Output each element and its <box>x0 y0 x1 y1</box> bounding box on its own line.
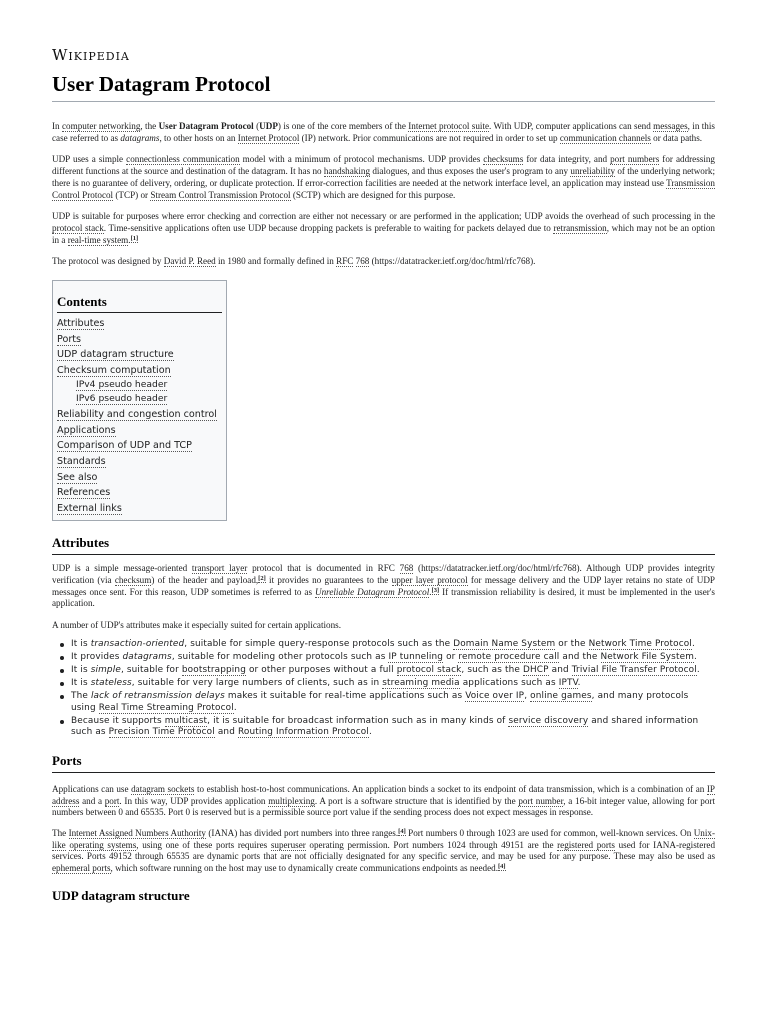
link-internet-protocol[interactable]: Internet Protocol <box>237 132 300 143</box>
section-udp-datagram-structure <box>52 888 715 907</box>
link-computer-networking[interactable]: computer networking <box>61 121 141 131</box>
link-voip[interactable]: Voice over IP <box>465 691 525 702</box>
link-rfc[interactable]: RFC <box>336 256 354 267</box>
toc-title: Contents <box>57 289 222 313</box>
table-of-contents <box>52 280 227 521</box>
list-item: The lack of retransmission delays makes it suitable for real-time applications such as Voice over IP, online games, and many protocols using Real Time Streaming Protocol. <box>52 691 715 714</box>
list-item: It is stateless, suitable for very large numbers of clients, such as in streaming media applications such as IPTV. <box>52 678 715 690</box>
link-ip-address[interactable]: IP address <box>52 783 716 806</box>
link-protocol-stack[interactable]: protocol stack <box>52 222 104 233</box>
toc-item-references[interactable]: References <box>57 487 111 499</box>
toc-item-comparison[interactable]: Comparison of UDP and TCP <box>57 440 192 452</box>
heading-udp-datagram-structure: UDP datagram structure <box>52 887 190 903</box>
lede-paragraph-3: UDP is suitable for purposes where error checking and correction are either not necessary or are performed in the application; UDP avoids the overhead of such processing in the protocol stack. Time-sensitive applications often use UDP because dropping packets is preferable to waiting for packets delayed due to retransmission, which may not be an option in a real-time system.[1] <box>52 211 715 245</box>
link-bootstrapping[interactable]: bootstrapping <box>181 665 246 676</box>
link-david-p-reed[interactable]: David P. Reed <box>163 256 216 267</box>
heading-ports: Ports <box>52 753 715 773</box>
reference-2[interactable]: [2] <box>258 575 266 583</box>
link-transport-layer[interactable]: transport layer <box>191 563 248 574</box>
lede-paragraph-4: The protocol was designed by David P. Reed in 1980 and formally defined in RFC 768 (https://datatracker.ietf.org/doc/html/rfc768). <box>52 256 536 267</box>
link-checksum[interactable]: checksum <box>114 575 152 586</box>
link-dhcp[interactable]: DHCP <box>523 665 549 676</box>
toc-item-applications[interactable]: Applications <box>57 424 116 436</box>
reference-1[interactable]: [1] <box>130 234 139 242</box>
link-tcp[interactable]: Transmission Control Protocol <box>52 177 715 200</box>
link-datagram-sockets[interactable]: datagram sockets <box>131 783 195 794</box>
link-unix-like[interactable]: Unix-like <box>52 827 716 850</box>
link-real-time-system[interactable]: real-time system <box>67 234 129 245</box>
article <box>52 46 715 907</box>
link-registered-ports[interactable]: registered ports <box>557 839 615 850</box>
reference-3[interactable]: [3] <box>431 586 440 594</box>
wordmark-text: Wikipedia <box>52 46 130 64</box>
ports-paragraph-2: The Internet Assigned Numbers Authority (IANA) has divided port numbers into three ranges.[4] Port numbers 0 through 1023 are used for common, well-known services. On Unix-like operating systems, using one of these ports requires superuser operating permission. Port numbers 1024 through 49151 are the registered ports used for IANA-registered services. Ports 49152 through 65535 are dynamic ports that are not officially designated for any specific service, and may be used for any purpose. These may also be used as ephemeral ports, which software running on the host may use to dynamically create communications endpoints as needed.[4] <box>52 827 716 874</box>
toc-item-udp-datagram-structure[interactable]: UDP datagram structure <box>57 349 174 361</box>
link-sctp[interactable]: Stream Control Transmission Protocol <box>150 189 291 200</box>
toc-item-reliability[interactable]: Reliability and congestion control <box>57 409 217 421</box>
toc-item-checksum-computation[interactable]: Checksum computation <box>57 364 171 376</box>
link-upper-layer-protocol[interactable]: upper layer protocol <box>391 575 468 586</box>
link-iptv[interactable]: IPTV <box>558 678 578 689</box>
link-ntp[interactable]: Network Time Protocol <box>588 638 692 649</box>
list-item: It is simple, suitable for bootstrapping or other purposes without a full protocol stack, such as the DHCP and Trivial File Transfer Protocol. <box>52 665 715 677</box>
lede-paragraph-2: UDP uses a simple connectionless communication model with a minimum of protocol mechanisms. UDP provides checksums for data integrity, and port numbers for addressing different functions at the source and destination of the datagram. It has no handshaking dialogues, and thus exposes the user's program to any unreliability of the underlying network; there is no guarantee of delivery, ordering, or duplicate protection. If error-correction facilities are needed at the network interface level, an application may instead use Transmission Control Protocol (TCP) or Stream Control Transmission Protocol (SCTP) which are designed for this purpose. <box>52 154 716 200</box>
heading-attributes: Attributes <box>52 535 715 555</box>
link-multiplexing[interactable]: multiplexing <box>268 795 315 806</box>
link-nfs[interactable]: Network File System <box>600 651 694 662</box>
link-rfc-768[interactable]: 768 <box>355 256 370 267</box>
link-communication-channels[interactable]: communication channels <box>559 132 651 143</box>
toc-item-ipv6-pseudo-header[interactable]: IPv6 pseudo header <box>76 392 168 404</box>
link-port-number[interactable]: port number <box>518 795 564 806</box>
link-iana[interactable]: Internet Assigned Numbers Authority <box>68 827 206 838</box>
link-operating-systems[interactable]: operating systems <box>69 839 137 850</box>
toc-item-attributes[interactable]: Attributes <box>57 318 105 330</box>
link-tftp[interactable]: Trivial File Transfer Protocol <box>571 665 697 676</box>
attributes-paragraph-1: UDP is a simple message-oriented transport layer protocol that is documented in RFC 768 (https://datatracker.ietf.org/doc/html/rfc768). Although UDP provides integrity verification (via checksum) of the header and payload,[2] it provides no guarantees to the upper layer protocol for message delivery and the UDP layer retains no state of UDP messages once sent. For this reason, UDP sometimes is referred to as Unreliable Datagram Protocol.[3] If transmission reliability is desired, it must be implemented in the user's application. <box>52 563 715 609</box>
link-rip[interactable]: Routing Information Protocol <box>237 727 369 738</box>
list-item: It is transaction-oriented, suitable for simple query-response protocols such as the Domain Name System or the Network Time Protocol. <box>52 639 715 651</box>
attributes-list <box>52 639 715 739</box>
section-ports <box>52 753 715 875</box>
lede-paragraph-1: In computer networking, the User Datagram Protocol (UDP) is one of the core members of the Internet protocol suite. With UDP, computer applications can send messages, in this case referred to as datagrams, to other hosts on an Internet Protocol (IP) network. Prior communications are not required in order to set up communication channels or data paths. <box>52 121 715 143</box>
page-title: User Datagram Protocol <box>52 72 715 102</box>
toc-item-see-also[interactable]: See also <box>57 471 98 483</box>
list-item: Because it supports multicast, it is suitable for broadcast information such as in many kinds of service discovery and shared information such as Precision Time Protocol and Routing Information Protocol. <box>52 716 715 739</box>
link-unreliability[interactable]: unreliability <box>570 166 616 177</box>
lede-section <box>52 121 715 268</box>
link-service-discovery[interactable]: service discovery <box>508 715 589 726</box>
toc-list <box>57 316 222 516</box>
toc-item-standards[interactable]: Standards <box>57 456 106 467</box>
link-messages[interactable]: messages <box>653 121 688 131</box>
wikipedia-wordmark[interactable] <box>52 46 715 64</box>
link-streaming-media[interactable]: streaming media <box>382 678 460 689</box>
link-port-numbers[interactable]: port numbers <box>610 154 660 165</box>
link-multicast[interactable]: multicast <box>164 715 208 726</box>
link-ephemeral-ports[interactable]: ephemeral ports <box>52 863 111 874</box>
list-item: It provides datagrams, suitable for modeling other protocols such as IP tunneling or remote procedure call and the Network File System. <box>52 652 715 664</box>
link-checksums[interactable]: checksums <box>483 154 524 165</box>
link-superuser[interactable]: superuser <box>270 839 306 850</box>
ports-paragraph-1: Applications can use datagram sockets to establish host-to-host communications. An application binds a socket to its endpoint of data transmission, which is a combination of an IP address and a port. In this way, UDP provides application multiplexing. A port is a software structure that is identified by the port number, a 16-bit integer value, allowing for port numbers between 0 and 65535. Port 0 is reserved but is a permissible source port value if the sending process does not expect messages in response. <box>52 783 716 818</box>
link-internet-protocol-suite[interactable]: Internet protocol suite <box>408 121 490 131</box>
reference-4[interactable]: [4] <box>398 827 406 835</box>
toc-item-external-links[interactable]: External links <box>57 502 122 514</box>
toc-item-ports[interactable]: Ports <box>57 333 82 345</box>
link-ptp[interactable]: Precision Time Protocol <box>108 727 215 738</box>
reference-4b[interactable]: [4] <box>498 863 506 871</box>
link-rfc-768-attr[interactable]: 768 <box>399 563 414 574</box>
link-handshaking[interactable]: handshaking <box>323 166 371 177</box>
link-protocol-stack-2[interactable]: protocol stack <box>396 665 462 676</box>
section-attributes <box>52 535 715 738</box>
link-connectionless-communication[interactable]: connectionless communication <box>126 154 240 165</box>
link-port[interactable]: port <box>104 795 120 806</box>
link-online-games[interactable]: online games <box>530 691 592 702</box>
term-unreliable-datagram-protocol: Unreliable Datagram Protocol <box>314 586 430 597</box>
link-rpc[interactable]: remote procedure call <box>458 651 560 662</box>
link-retransmission[interactable]: retransmission <box>553 222 607 233</box>
link-rtsp[interactable]: Real Time Streaming Protocol <box>98 702 234 713</box>
toc-item-ipv4-pseudo-header[interactable]: IPv4 pseudo header <box>76 379 168 391</box>
link-ip-tunneling[interactable]: IP tunneling <box>388 651 444 662</box>
link-dns[interactable]: Domain Name System <box>453 638 556 649</box>
attributes-paragraph-2: A number of UDP's attributes make it especially suited for certain applications. <box>52 620 342 631</box>
